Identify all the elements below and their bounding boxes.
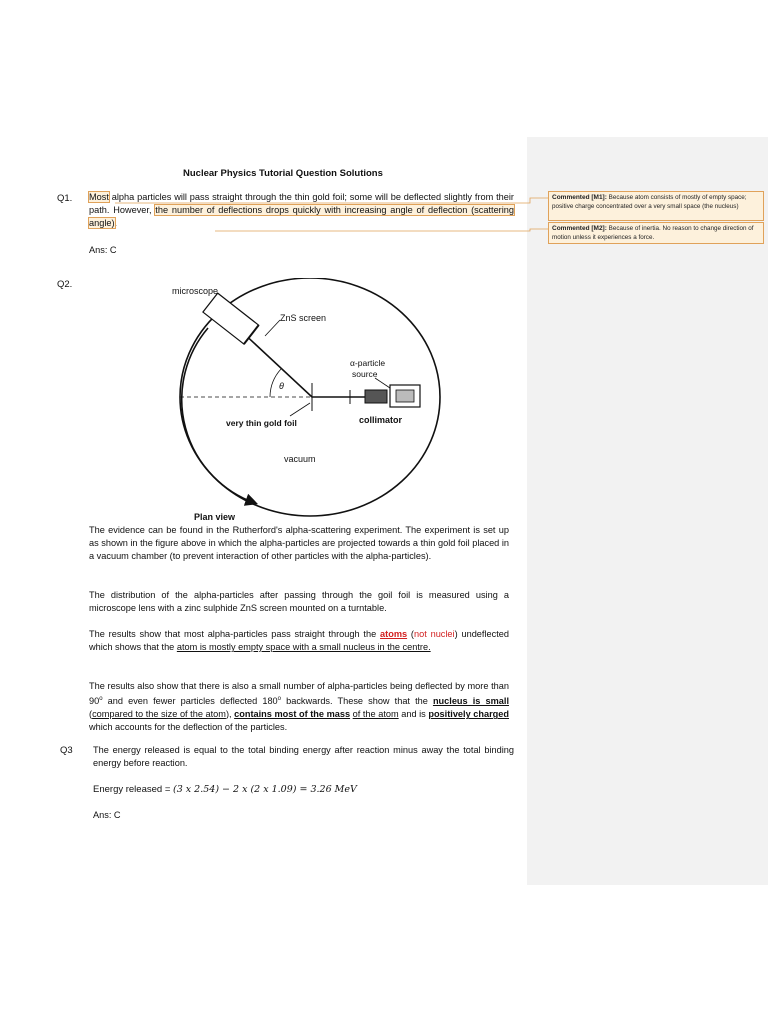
p3-text-c: ) undeflected which shows that the xyxy=(89,629,509,653)
alpha-source-icon xyxy=(390,385,420,407)
comment-m2[interactable] xyxy=(548,222,764,244)
contains-mass: contains most of the mass xyxy=(234,709,351,720)
of-the-atom: of the atom xyxy=(352,709,399,720)
q2-paragraph-3 xyxy=(89,628,509,654)
q1-paragraph xyxy=(89,191,514,230)
label-alpha-particle: α-particle xyxy=(350,358,386,368)
q1-answer: Ans: C xyxy=(89,245,117,255)
label-vacuum: vacuum xyxy=(284,454,316,464)
atoms-emphasis: atoms xyxy=(380,629,408,639)
q2-paragraph-1: The evidence can be found in the Rutherford's alpha-scattering experiment. The experiment is set up as shown in the figure above in which the alpha-particles are projected towards a thin gold foil placed in a vacuum chamber (to prevent interaction of other particles with the alpha-particles). xyxy=(89,525,509,562)
comment-m1-label: Commented [M1]: xyxy=(552,194,607,201)
p3-text-b: ( xyxy=(407,629,414,639)
comment-m1[interactable] xyxy=(548,191,764,221)
comment-m2-text: Because of inertia. No reason to change direction of motion unless it experiences a force. xyxy=(552,225,754,241)
p4-text-g: and is xyxy=(398,709,429,720)
collimator-icon xyxy=(365,390,387,403)
equation-label: Energy released = xyxy=(93,784,174,795)
q2-paragraph-2: The distribution of the alpha-particles after passing through the goil foil is measured using a microscope lens with a zinc sulphide ZnS screen mounted on a turntable. xyxy=(89,590,509,614)
comment-m1-text: Because atom consists of mostly of empty space; positive charge concentrated over a very small space (the nucleus) xyxy=(552,194,747,210)
empty-space-conclusion: atom is mostly empty space with a small nucleus in the centre. xyxy=(176,642,431,653)
degree-sup-2: o xyxy=(277,696,282,703)
label-microscope: microscope xyxy=(172,286,219,296)
nucleus-small: nucleus is small xyxy=(432,696,509,707)
q1-number: Q1. xyxy=(57,193,73,204)
degree-sup-1: o xyxy=(99,696,103,703)
label-plan-view: Plan view xyxy=(194,512,236,522)
q1-period: . xyxy=(114,218,118,229)
p4-text-b: and even fewer particles deflected 180 xyxy=(102,696,278,707)
p4-text-e: ), xyxy=(225,709,235,720)
turntable-arc xyxy=(182,328,255,503)
q2-paragraph-4 xyxy=(89,680,509,734)
microscope-icon xyxy=(203,293,259,344)
deflected-beam xyxy=(240,330,312,397)
foil-leader xyxy=(290,403,310,416)
comment-anchor-m2[interactable]: the number of deflections drops quickly with increasing angle of deflection (scattering angle) xyxy=(89,205,515,229)
label-source: source xyxy=(352,369,378,379)
equation-formula: (3 x 2.54) − 2 x (2 x 1.09) = 3.26 MeV xyxy=(173,784,357,795)
p4-text-c: backwards. These show that the xyxy=(281,696,433,707)
not-nuclei-text: not nuclei xyxy=(413,629,455,639)
positively-charged: positively charged xyxy=(428,709,510,720)
label-collimator: collimator xyxy=(359,415,403,425)
page-title: Nuclear Physics Tutorial Question Solutions xyxy=(183,168,383,179)
zns-leader xyxy=(265,320,280,336)
comment-anchor-m1[interactable]: Most xyxy=(89,192,109,202)
q3-answer: Ans: C xyxy=(93,810,121,820)
q2-number: Q2. xyxy=(57,279,73,290)
q1-text: alpha particles will pass straight through the thin gold foil; some will be deflected slightly from their path. However, xyxy=(89,192,514,216)
comment-m2-label: Commented [M2]: xyxy=(552,225,607,232)
label-gold-foil: very thin gold foil xyxy=(226,418,297,428)
label-theta: θ xyxy=(279,381,284,391)
rutherford-diagram xyxy=(160,278,450,523)
label-zns-screen: ZnS screen xyxy=(280,313,327,323)
comment-pane xyxy=(527,137,768,885)
p4-text-d: ( xyxy=(89,709,93,720)
q3-paragraph: The energy released is equal to the total binding energy after reaction minus away the total binding energy before reaction. xyxy=(93,745,514,769)
p4-text-h: which accounts for the deflection of the particles. xyxy=(89,722,288,733)
q3-number: Q3 xyxy=(60,745,73,756)
p4-text-a: The results also show that there is also a small number of alpha-particles being deflected by more than 90 xyxy=(89,681,509,707)
compared-size: compared to the size of the atom xyxy=(92,709,226,720)
source-leader xyxy=(375,378,390,388)
q3-equation xyxy=(93,783,357,796)
p3-text-a: The results show that most alpha-particles pass straight through the xyxy=(89,629,381,639)
